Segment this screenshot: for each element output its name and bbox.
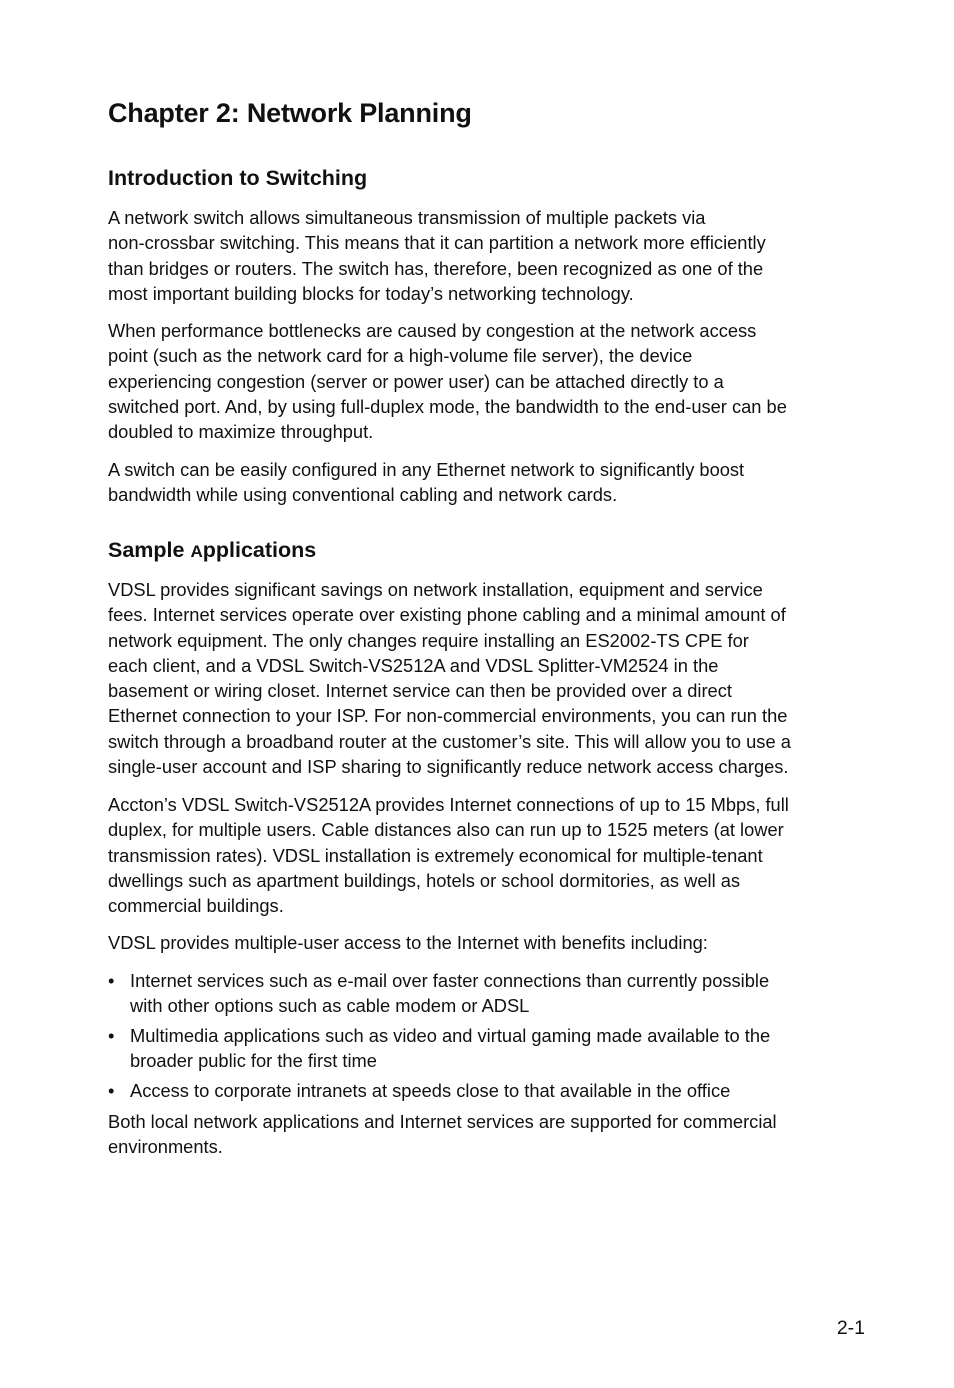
text-line: bandwidth while using conventional cabling and network cards.: [108, 484, 618, 506]
section-heading-introduction: Introduction to Switching: [108, 166, 368, 190]
paragraph-bottlenecks: [108, 318, 878, 444]
text-line: point (such as the network card for a high-volume file server), the device: [108, 345, 693, 367]
text-line: fees. Internet services operate over existing phone cabling and a minimal amount of: [108, 604, 786, 626]
bullet-icon: •: [108, 970, 115, 991]
heading-text-part: A: [190, 542, 203, 561]
text-line: non-crossbar switching. This means that it can partition a network more efficiently: [108, 232, 766, 254]
page-number: 2-1: [836, 1317, 865, 1339]
text-line: A network switch allows simultaneous transmission of multiple packets via: [108, 207, 706, 228]
text-line: experiencing congestion (server or power user) can be attached directly to a: [108, 370, 724, 392]
text-line: Both local network applications and Internet services are supported for commercial: [108, 1111, 777, 1132]
text-line: most important building blocks for today’s networking technology.: [108, 282, 634, 304]
paragraph-benefits-intro: [108, 930, 878, 955]
paragraph-accton-switch: [108, 792, 878, 918]
text-line: environments.: [108, 1136, 223, 1158]
text-line: basement or wiring closet. Internet service can then be provided over a direct: [108, 680, 732, 702]
chapter-title: Chapter 2: Network Planning: [108, 98, 472, 128]
paragraph-closing: [108, 1109, 878, 1160]
text-line: VDSL provides multiple-user access to the Internet with benefits including:: [108, 932, 708, 953]
text-line: single-user account and ISP sharing to significantly reduce network access charges.: [108, 756, 789, 778]
bullet-icon: •: [108, 1080, 115, 1101]
bullet-icon: •: [108, 1025, 115, 1046]
text-line: Accton’s VDSL Switch-VS2512A provides Internet connections of up to 15 Mbps, full: [108, 794, 789, 815]
text-line: duplex, for multiple users. Cable distances also can run up to 1525 meters (at lower: [108, 819, 784, 841]
text-line: VDSL provides significant savings on network installation, equipment and service: [108, 579, 763, 600]
text-line: switched port. And, by using full-duplex mode, the bandwidth to the end-user can be: [108, 395, 787, 417]
text-line: commercial buildings.: [108, 895, 284, 917]
text-line: network equipment. The only changes require installing an ES2002-TS CPE for: [108, 629, 749, 651]
paragraph-configuration: [108, 457, 878, 508]
text-line: dwellings such as apartment buildings, hotels or school dormitories, as well as: [108, 869, 741, 891]
text-line: each client, and a VDSL Switch-VS2512A and VDSL Splitter-VM2524 in the: [108, 654, 719, 676]
paragraph-vdsl-savings: [108, 577, 878, 779]
text-line: Ethernet connection to your ISP. For non-commercial environments, you can run the: [108, 705, 788, 727]
text-line: When performance bottlenecks are caused by congestion at the network access: [108, 320, 757, 341]
section-heading-sample-applications: [108, 538, 316, 563]
text-line: than bridges or routers. The switch has, therefore, been recognized as one of the: [108, 257, 764, 279]
heading-text-part: pplications: [202, 538, 317, 562]
text-line: transmission rates). VDSL installation is extremely economical for multiple-tenant: [108, 844, 763, 866]
text-line: with other options such as cable modem or ADSL: [130, 995, 530, 1017]
text-line: Multimedia applications such as video and virtual gaming made available to the: [130, 1025, 771, 1046]
paragraph-switch-intro: [108, 205, 878, 306]
text-line: switch through a broadband router at the customer’s site. This will allow you to use a: [108, 730, 791, 752]
text-line: A switch can be easily configured in any Ethernet network to significantly boost: [108, 459, 745, 480]
text-line: Internet services such as e-mail over faster connections than currently possible: [130, 970, 770, 991]
heading-text-part: Sample: [108, 538, 191, 562]
text-line: broader public for the first time: [130, 1050, 377, 1072]
text-line: doubled to maximize throughput.: [108, 421, 374, 443]
text-line: Access to corporate intranets at speeds close to that available in the office: [130, 1080, 731, 1101]
